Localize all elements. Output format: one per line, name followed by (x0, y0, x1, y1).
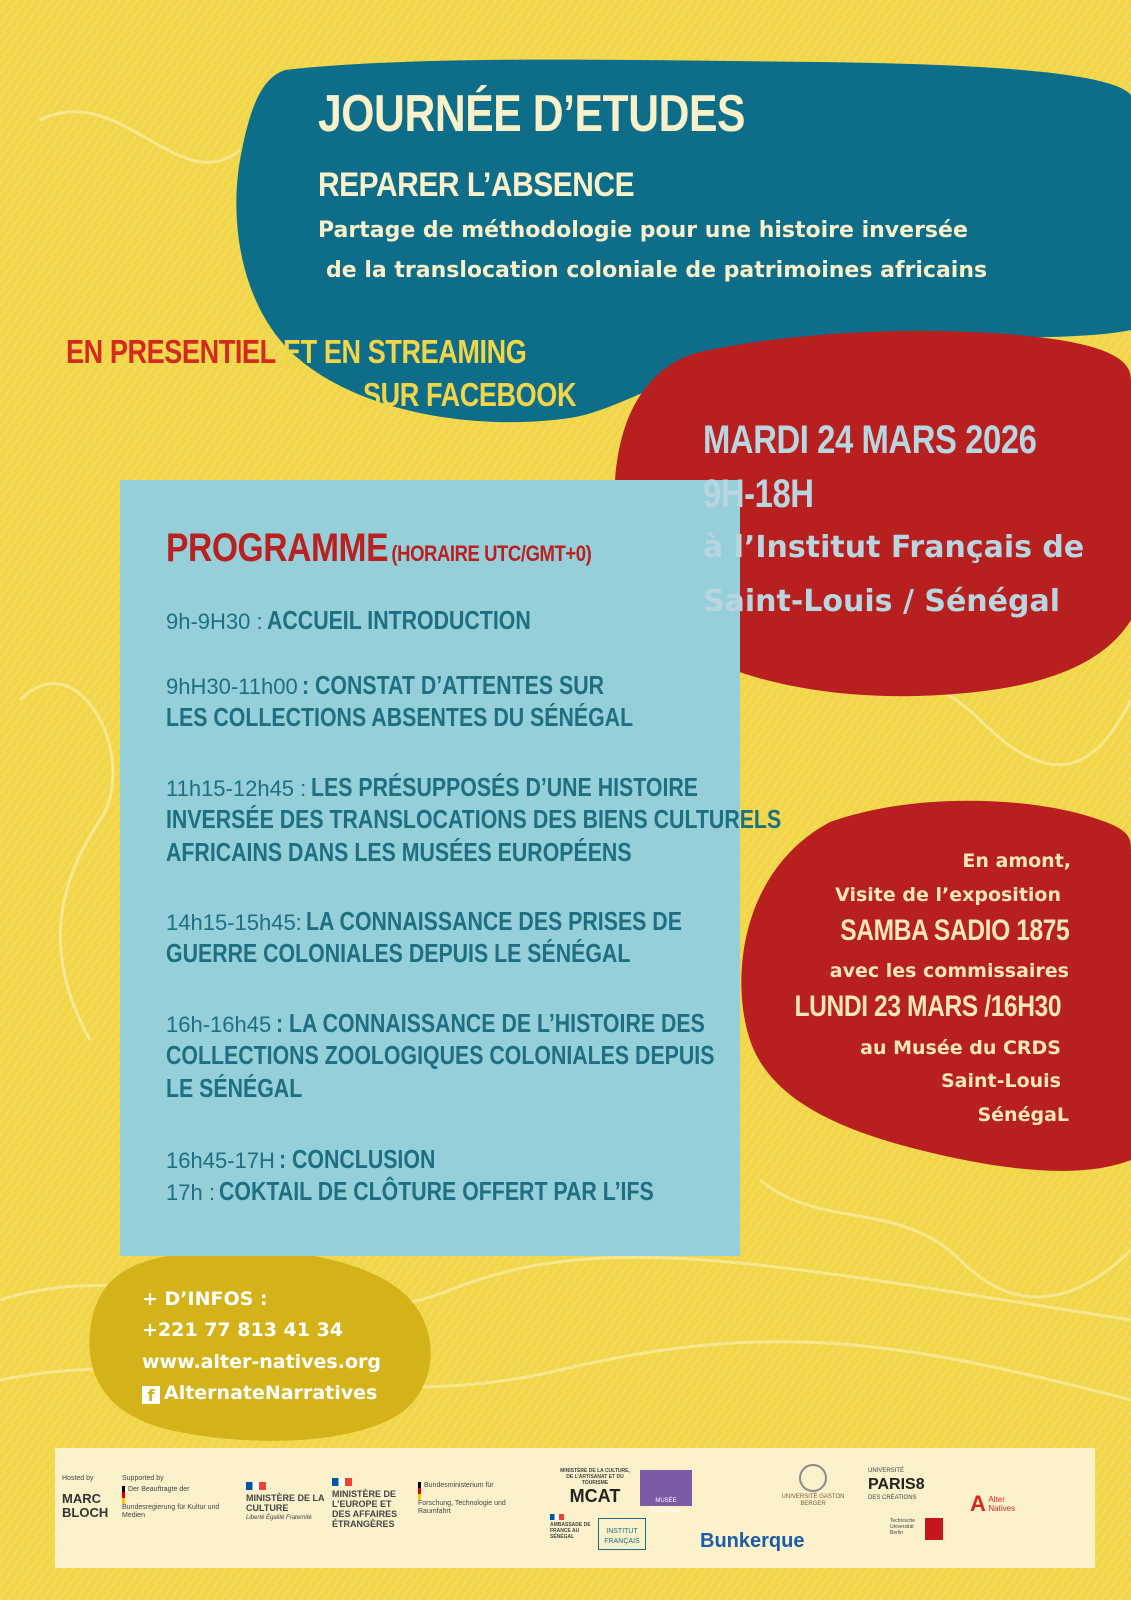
program-item (166, 670, 736, 734)
program-item-activity: : CONSTAT D’ATTENTES SUR (302, 670, 605, 700)
program-item-time: 17h : (166, 1180, 215, 1205)
program-item-time: 9hH30-11h00 (166, 674, 298, 699)
bmbf-logo (418, 1482, 518, 1516)
info-phone[interactable]: +221 77 813 41 34 (142, 1319, 344, 1341)
hosted-by-label: Hosted by (62, 1475, 94, 1482)
mode-streaming: ET EN STREAMING (283, 333, 527, 370)
program-item-activity: LA CONNAISSANCE DES PRISES DE (306, 906, 683, 936)
program-item-activity-cont: COLLECTIONS ZOOLOGIQUES COLONIALES DEPUIS (166, 1040, 715, 1070)
program-item-activity: : LA CONNAISSANCE DE L’HISTOIRE DES (275, 1008, 705, 1038)
alter-natives-emblem-icon: A (970, 1491, 986, 1516)
event-description-line2: de la translocation coloniale de patrimoines africains (326, 258, 988, 283)
pre-event-line6: au Musée du CRDS (860, 1037, 1061, 1059)
program-item-time: 16h-16h45 (166, 1012, 272, 1037)
bmbf-text: Bundesministerium für Forschung, Technologie und Raumfahrt (418, 1482, 506, 1515)
event-subtitle: REPARER L’ABSENCE (318, 166, 635, 204)
marc-bloch-logo: MARC BLOCH (62, 1491, 109, 1520)
institut-francais-logo: INSTITUT FRANÇAIS (598, 1518, 646, 1550)
paris8-logo (868, 1466, 938, 1503)
program-item-activity: : CONCLUSION (279, 1144, 436, 1174)
mode-platform: SUR FACEBOOK (363, 376, 577, 413)
program-item-activity-cont: AFRICAINS DANS LES MUSÉES EUROPÉENS (166, 837, 632, 867)
ambassade-logo (550, 1514, 594, 1540)
facebook-icon: f (142, 1386, 160, 1404)
facebook-handle: AlternateNarratives (164, 1382, 378, 1404)
program-item-time: 9h-9H30 : (166, 609, 263, 634)
bkm-text: Der Beauftragte der Bundesregierung für Kultur und Medien (122, 1486, 220, 1519)
program-item-time: 11h15-12h45 : (166, 776, 307, 801)
paris8-sub: DES CRÉATIONS (868, 1495, 917, 1501)
ugb-logo (778, 1464, 848, 1508)
pre-event-line2: Visite de l’exposition (835, 884, 1061, 906)
musee-regional-logo: MUSÉE RÉGIONAL (640, 1470, 692, 1506)
ambassade-text: AMBASSADE DE FRANCE AU SÉNÉGAL (550, 1522, 591, 1540)
program-item (166, 1144, 470, 1175)
program-item (166, 605, 589, 636)
german-flag-icon (122, 1486, 125, 1504)
info-blob (89, 1249, 430, 1441)
ugb-emblem-icon (799, 1464, 827, 1492)
program-item (166, 772, 916, 869)
program-item-time: 16h45-17H (166, 1148, 275, 1173)
program-item-activity: LES PRÉSUPPOSÉS D’UNE HISTOIRE (310, 772, 698, 802)
program-item-activity-cont: LES COLLECTIONS ABSENTES DU SÉNÉGAL (166, 702, 634, 732)
alter-natives-text: Alter Natives (988, 1495, 1016, 1513)
program-title: PROGRAMME (166, 526, 389, 570)
event-description-line1: Partage de méthodologie pour une histoire inversée (318, 218, 968, 243)
tu-berlin-emblem-icon (925, 1518, 943, 1540)
marianne-icon (246, 1482, 266, 1490)
mode-in-person: EN PRESENTIEL (66, 333, 276, 370)
info-website[interactable]: www.alter-natives.org (142, 1351, 381, 1373)
mcat-logo (560, 1468, 630, 1506)
paris8-top: UNIVERSITÉ (868, 1468, 905, 1474)
ministere-culture-text: MINISTÈRE DE LA CULTURE (246, 1493, 325, 1513)
event-date: MARDI 24 MARS 2026 (703, 418, 1037, 462)
info-facebook[interactable] (142, 1382, 377, 1404)
ugb-text: UNIVERSITÉ GASTON BERGER (781, 1494, 845, 1507)
ministere-europe-logo (332, 1478, 412, 1529)
mcat-caption: MINISTÈRE DE LA CULTURE, DE L’ARTISANAT ET DU TOURISME (560, 1468, 630, 1486)
pre-event-line7: Saint-Louis (940, 1070, 1061, 1092)
pre-event-line4: avec les commissaires (829, 960, 1069, 982)
ministere-europe-text: MINISTÈRE DE L’EUROPE ET DES AFFAIRES ÉTRANGÈRES (332, 1489, 398, 1529)
tu-berlin-logo (890, 1518, 950, 1540)
pre-event-line1: En amont, (962, 850, 1071, 872)
pre-event-exhibition: SAMBA SADIO 1875 (839, 914, 1069, 947)
pre-event-line8: SénégaL (977, 1104, 1069, 1126)
program-timezone: (HORAIRE UTC/GMT+0) (391, 541, 592, 566)
program-item-activity-cont: LE SÉNÉGAL (166, 1073, 303, 1103)
program-item-time: 14h15-15h45: (166, 910, 302, 935)
program-item (166, 906, 765, 970)
alter-natives-logo (970, 1492, 1060, 1516)
bunkerque-logo: Bunkerque (700, 1530, 805, 1552)
program-item (166, 1008, 835, 1105)
info-title: + D’INFOS : (142, 1288, 268, 1310)
bkm-logo (122, 1486, 232, 1520)
event-title: JOURNÉE D’ETUDES (318, 85, 746, 143)
marianne-icon (550, 1514, 564, 1520)
ministere-culture-motto: Liberté Égalité Fraternité (246, 1515, 312, 1521)
german-flag-icon (418, 1482, 421, 1500)
partner-logos (60, 1452, 1090, 1564)
marianne-icon (332, 1478, 352, 1486)
tu-berlin-text: Technische Universität Berlin (890, 1518, 916, 1536)
program-item-activity: ACCUEIL INTRODUCTION (267, 605, 531, 635)
ministere-culture-logo (246, 1482, 326, 1523)
mcat-text: MCAT (569, 1486, 621, 1506)
program-item-activity: COKTAIL DE CLÔTURE OFFERT PAR L’IFS (219, 1176, 655, 1206)
program-item (166, 1176, 750, 1207)
program-item-activity-cont: GUERRE COLONIALES DEPUIS LE SÉNÉGAL (166, 938, 631, 968)
paris8-text: PARIS8 (868, 1476, 925, 1493)
supported-by-label: Supported by (122, 1475, 164, 1482)
pre-event-date: LUNDI 23 MARS /16H30 (794, 990, 1061, 1023)
event-hours: 9H-18H (703, 472, 814, 516)
program-heading (166, 526, 591, 571)
event-venue-line2: Saint-Louis / Sénégal (703, 584, 1061, 619)
event-venue-line1: à l’Institut Français de (703, 530, 1085, 565)
program-item-activity-cont: INVERSÉE DES TRANSLOCATIONS DES BIENS CULTURELS (166, 804, 782, 834)
